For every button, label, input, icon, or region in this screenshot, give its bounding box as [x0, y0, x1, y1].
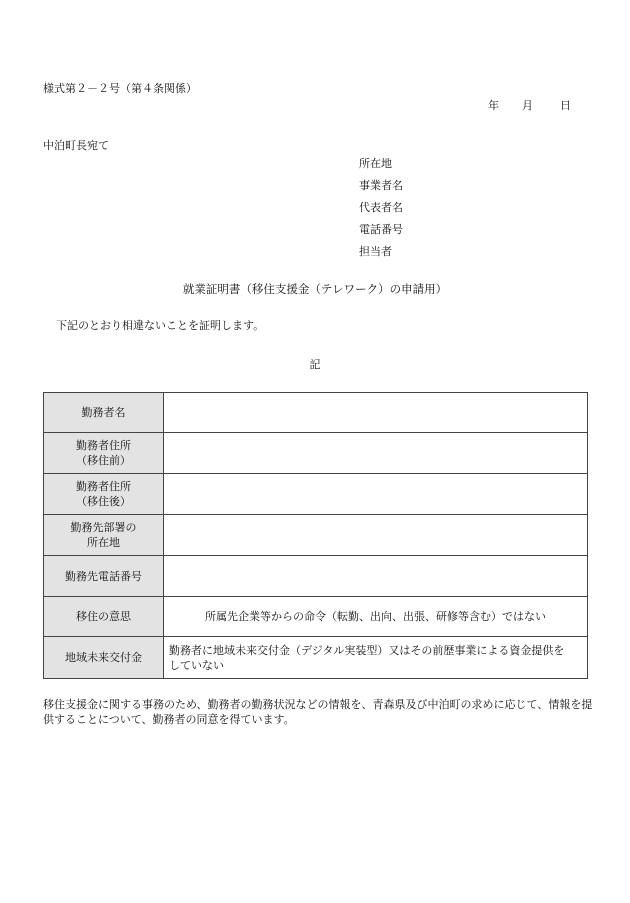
row-value[interactable] — [164, 515, 588, 556]
row-value-line: 勤務者に地域未来交付金（デジタル実装型）又はその前歴事業による資金提供を — [169, 643, 565, 657]
consent-statement: 移住支援金に関する事務のため、勤務者の勤務状況などの情報を、青森県及び中泊町の求めに応じて、情報を提供することについて、勤務者の同意を得ています。 — [43, 698, 593, 726]
document-title: 就業証明書（移住支援金（テレワーク）の申請用） — [182, 282, 448, 296]
row-label — [44, 556, 164, 597]
addressee: 中泊町長宛て — [43, 139, 109, 152]
row-value-line: 所属先企業等からの命令（転勤、出向、出張、研修等含む）ではない — [205, 610, 546, 623]
form-number: 様式第２－２号（第４条関係） — [43, 82, 197, 95]
issuer-representative-label: 代表者名 — [359, 201, 403, 214]
issuer-business-name-label: 事業者名 — [359, 179, 403, 192]
row-label — [44, 515, 164, 556]
row-label — [44, 393, 164, 433]
date-month-label: 月 — [522, 99, 533, 112]
certification-statement: 下記のとおり相違ないことを証明します。 — [56, 319, 265, 332]
row-label-line: 勤務者住所 — [76, 480, 131, 493]
row-label-line: 勤務者住所 — [76, 439, 131, 452]
row-value — [164, 597, 588, 637]
table-row-department-location — [44, 515, 588, 556]
date-day-label: 日 — [560, 99, 571, 112]
row-value-line: していない — [169, 658, 224, 672]
issuer-phone-label: 電話番号 — [359, 223, 403, 236]
row-label — [44, 597, 164, 637]
date-year-label: 年 — [488, 99, 499, 112]
table-row-workplace-phone — [44, 556, 588, 597]
row-label — [44, 637, 164, 679]
row-value[interactable] — [164, 433, 588, 474]
table-row-worker-name — [44, 393, 588, 433]
table-row-address-before — [44, 433, 588, 474]
row-label-line: 移住の意思 — [76, 610, 131, 623]
row-value[interactable] — [164, 474, 588, 515]
row-label-line: （移住後） — [76, 495, 131, 508]
row-value[interactable] — [164, 393, 588, 433]
ki-heading: 記 — [309, 358, 321, 371]
certificate-table — [43, 392, 588, 679]
row-label-line: 所在地 — [87, 536, 120, 549]
row-label-line: （移住前） — [76, 454, 131, 467]
row-label — [44, 474, 164, 515]
issuer-address-label: 所在地 — [359, 157, 392, 170]
row-label-line: 勤務先電話番号 — [65, 569, 142, 583]
row-value[interactable] — [164, 556, 588, 597]
issuer-contact-person-label: 担当者 — [359, 245, 392, 258]
table-row-relocation-intent — [44, 597, 588, 637]
row-label-line: 勤務者名 — [81, 406, 126, 419]
row-label-line: 勤務先部署の — [70, 521, 137, 534]
row-value — [164, 637, 588, 679]
table-row-regional-grant — [44, 637, 588, 679]
row-label-line: 地域未来交付金 — [65, 651, 142, 664]
table-row-address-after — [44, 474, 588, 515]
row-label — [44, 433, 164, 474]
